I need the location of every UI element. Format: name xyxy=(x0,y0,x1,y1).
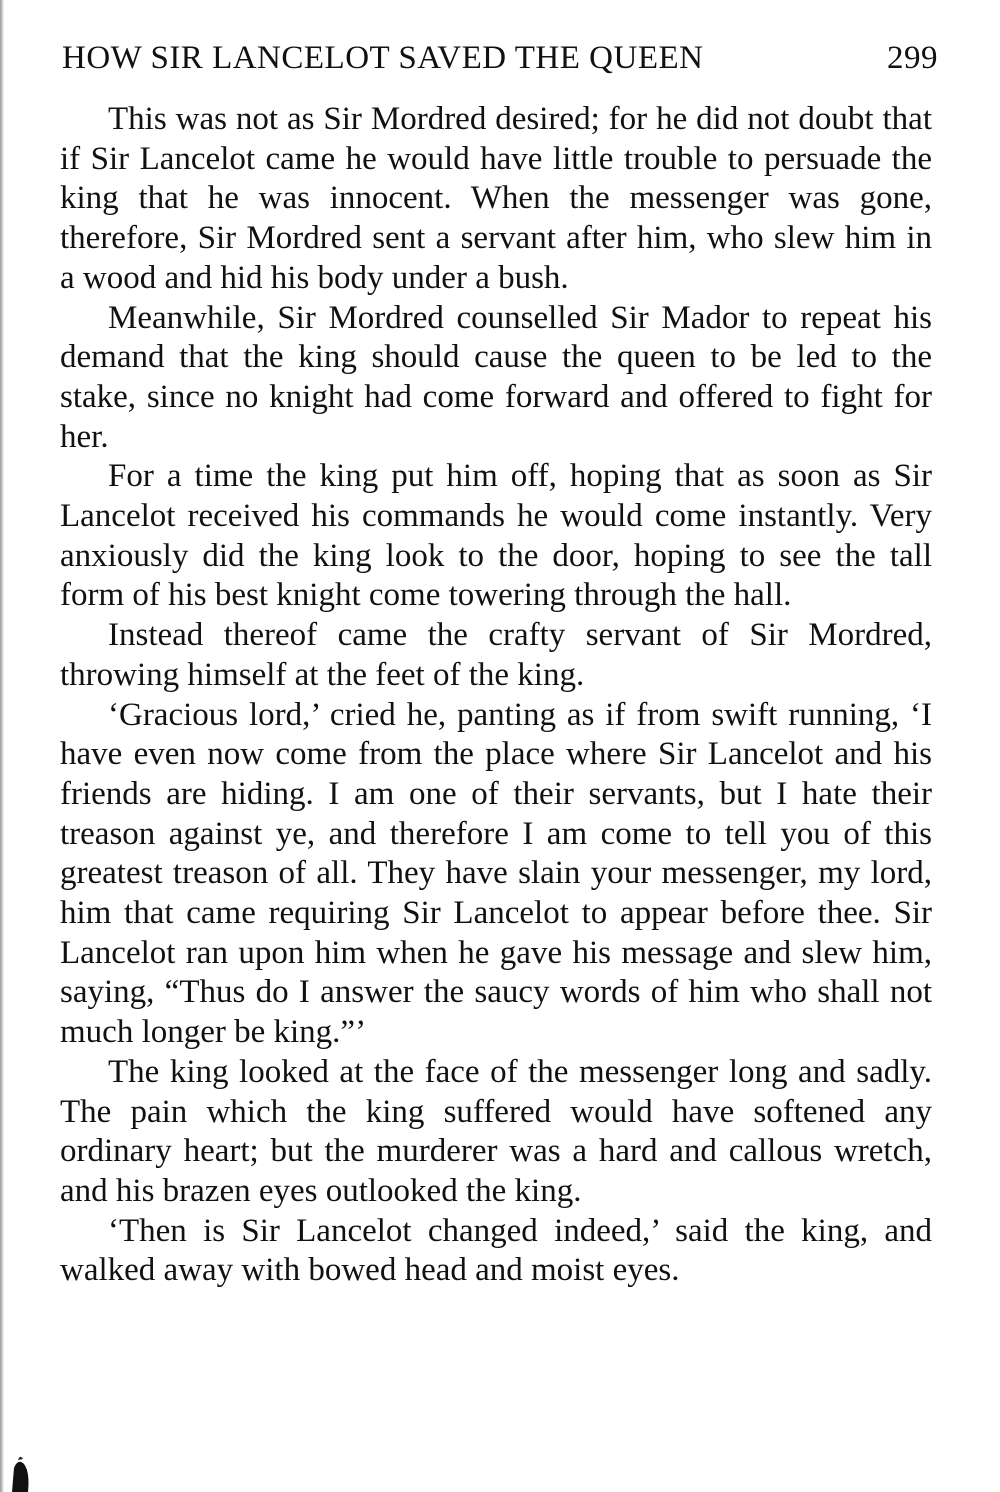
running-title: HOW SIR LANCELOT SAVED THE QUEEN xyxy=(62,40,704,76)
paragraph: For a time the king put him off, hoping that as soon as Sir Lancelot received his commands he would come instantly. Very anxiously did the king look to the door, hoping to see the tall form of his best knight come towering through the hall. xyxy=(60,458,932,614)
page-number: 299 xyxy=(887,40,938,76)
running-header xyxy=(62,40,938,84)
paragraph: The king looked at the face of the messenger long and sadly. The pain which the king suffered would have softened any ordinary heart; but the murderer was a hard and callous wretch, and his brazen eyes outlooked the king. xyxy=(60,1053,932,1209)
page-edge-shadow xyxy=(0,0,4,1492)
paragraph: Instead thereof came the crafty servant of Sir Mordred, throwing himself at the feet of the king. xyxy=(60,617,932,693)
body-text xyxy=(60,100,932,1291)
paragraph: ‘Gracious lord,’ cried he, panting as if from swift running, ‘I have even now come from the place where Sir Lancelot and his friends are hiding. I am one of their servants, but I hate their treason against ye, and therefore I am come to tell you of this greatest treason of all. They have slain your messenger, my lord, him that came requiring Sir Lancelot to appear before thee. Sir Lancelot ran upon him when he gave his message and slew him, saying, “Thus do I answer the saucy words of him who shall not much longer be king.”’ xyxy=(60,696,932,1051)
ink-blot-mark xyxy=(4,1438,44,1492)
paragraph: Meanwhile, Sir Mordred counselled Sir Mador to repeat his demand that the king should cause the queen to be led to the stake, since no knight had come forward and offered to fight for her. xyxy=(60,299,932,455)
paragraph: ‘Then is Sir Lancelot changed indeed,’ said the king, and walked away with bowed head and moist eyes. xyxy=(60,1212,932,1289)
paragraph: This was not as Sir Mordred desired; for he did not doubt that if Sir Lancelot came he would have little trouble to persuade the king that he was innocent. When the messenger was gone, therefore, Sir Mordred sent a servant after him, who slew him in a wood and hid his body under a bush. xyxy=(60,101,932,296)
